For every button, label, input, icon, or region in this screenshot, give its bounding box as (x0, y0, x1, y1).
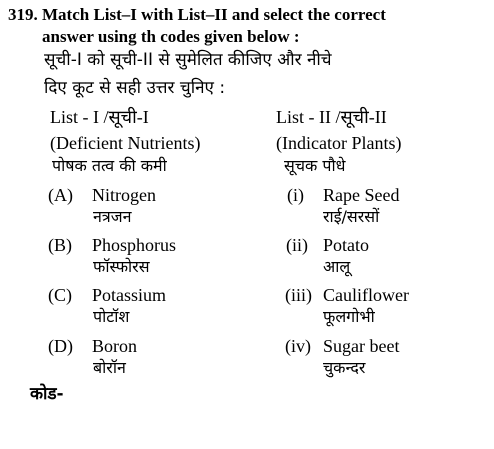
list2-heading: List - II /सूची-II (276, 107, 387, 127)
list2-item-iii-hindi: फूलगोभी (323, 307, 375, 326)
list2-hindi-subheading: सूचक पौधे (284, 156, 346, 175)
list2-item-i-key: (i) (287, 185, 304, 205)
list1-item-d-key: (D) (48, 336, 73, 356)
list1-item-b-name: Phosphorus (92, 235, 177, 255)
list1-item-b-key: (B) (48, 235, 72, 255)
list1-item-a-key: (A) (48, 185, 73, 205)
codes-label: कोड- (30, 384, 64, 404)
question-text-line2: answer using th codes given below : (42, 27, 300, 46)
question-text-line1: Match List–I with List–II and select the correct (42, 5, 386, 24)
list2-item-ii-key: (ii) (286, 235, 308, 255)
list1-item-d-name: Boron (92, 336, 137, 356)
list1-item-a-hindi: नत्रजन (93, 207, 132, 226)
list2-item-iii-key: (iii) (285, 285, 312, 305)
question-number: 319. (8, 5, 38, 24)
list2-item-ii-name: Potato (323, 235, 370, 255)
list1-item-b-hindi: फॉस्फोरस (93, 257, 150, 276)
list1-subheading: (Deficient Nutrients) (50, 133, 201, 153)
list1-heading: List - I /सूची-I (50, 107, 149, 127)
list2-item-ii-hindi: आलू (323, 257, 351, 276)
list2-item-i-hindi: राई/सरसों (323, 207, 380, 226)
list1-item-c-name: Potassium (92, 285, 167, 305)
question-hindi-line2: दिए कूट से सही उत्तर चुनिए : (44, 78, 226, 98)
list2-item-iv-name: Sugar beet (323, 336, 400, 356)
list2-item-iv-key: (iv) (285, 336, 311, 356)
list2-subheading: (Indicator Plants) (276, 133, 402, 153)
question-hindi-line1: सूची-I को सूची-II से सुमेलित कीजिए और नीचे (44, 50, 332, 70)
list2-item-iii-name: Cauliflower (323, 285, 409, 305)
list1-item-c-hindi: पोटॉश (93, 307, 130, 326)
list2-item-iv-hindi: चुकन्दर (323, 358, 366, 377)
list2-item-i-name: Rape Seed (323, 185, 400, 205)
list1-item-a-name: Nitrogen (92, 185, 156, 205)
list1-item-c-key: (C) (48, 285, 72, 305)
list1-hindi-subheading: पोषक तत्व की कमी (52, 156, 167, 175)
list1-item-d-hindi: बोरॉन (93, 358, 126, 377)
